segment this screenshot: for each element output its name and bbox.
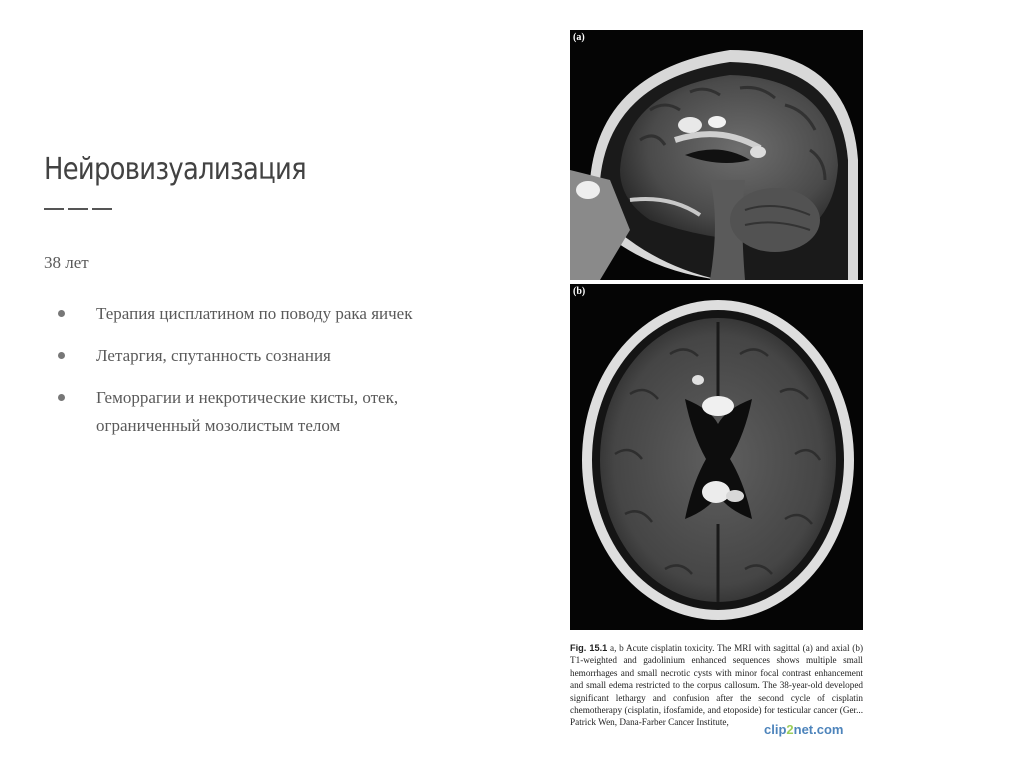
figure-caption xyxy=(570,642,863,729)
bullet-text: Геморрагии и некротические кисты, отек, ограниченный мозолистым телом xyxy=(96,388,399,435)
list-item xyxy=(58,384,498,440)
bullet-text: Летаргия, спутанность сознания xyxy=(96,346,331,365)
bullet-icon xyxy=(58,310,65,317)
panel-a-label: (a) xyxy=(573,32,585,43)
mri-figure xyxy=(570,30,863,745)
clip2net-watermark: clip2net.com xyxy=(764,722,844,737)
bullet-icon xyxy=(58,352,65,359)
title-divider xyxy=(44,208,112,210)
slide-title: Нейровизуализация xyxy=(44,152,306,187)
caption-label: Fig. 15.1 xyxy=(570,643,608,653)
slide-subtitle: 38 лет xyxy=(44,253,89,272)
panel-b-label: (b) xyxy=(573,286,586,297)
list-item xyxy=(58,300,498,328)
caption-text: a, b Acute cisplatin toxicity. The MRI with sagittal (a) and axial (b) T1-weighted and gadolinium enhanced sequences shows multiple small hemorrhages and small necrotic cysts with minor focal contrast enhancement and small edema restricted to the corpus callosum. The 38-year-old developed significant lethargy and confusion after the second cycle of cisplatin chemotherapy (cisplatin, ifosfamide, and etoposide) for testicular cancer (Ger... Patrick Wen, Dana-Farber Cancer Institute, xyxy=(570,643,864,728)
bullet-icon xyxy=(58,394,65,401)
mri-axial-image xyxy=(570,284,863,630)
bullet-list xyxy=(58,300,498,454)
mri-sagittal-image xyxy=(570,30,863,280)
bullet-text: Терапия цисплатином по поводу рака яичек xyxy=(96,304,413,323)
list-item xyxy=(58,342,498,370)
